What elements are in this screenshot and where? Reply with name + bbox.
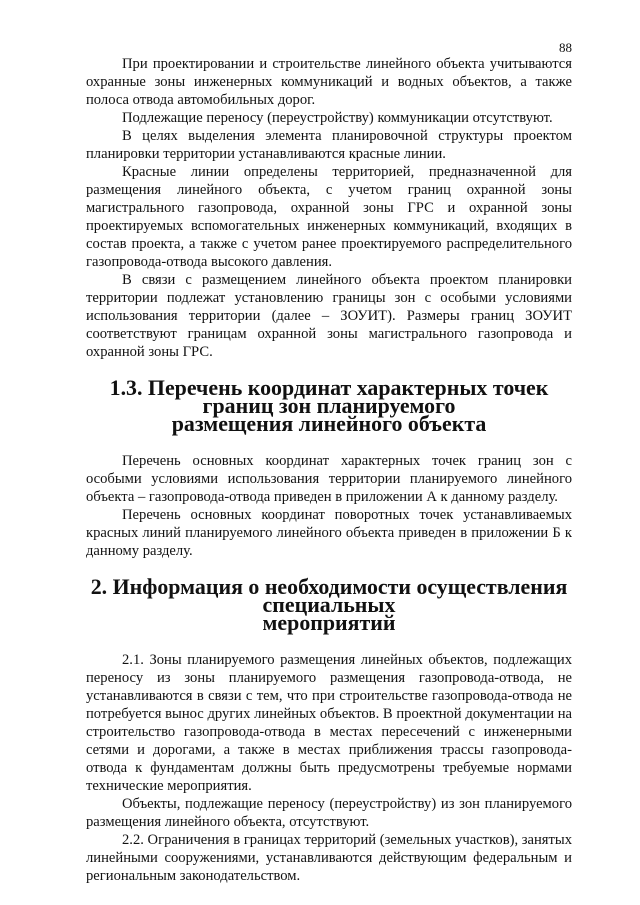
page-number: 88 [559,40,572,55]
section-2-heading [86,574,572,635]
section-2-heading-line1: 2. Информация о необходимости осуществления специальных [90,574,568,617]
paragraph-2-2: 2.2. Ограничения в границах территорий (земельных участков), занятых линейными сооружениями, устанавливаются действующим федеральным и региональным законодательством. [86,832,572,884]
section-2-heading-line2: мероприятий [262,610,396,635]
paragraph-2-1: 2.1. Зоны планируемого размещения линейных объектов, подлежащих переносу из зоны планируемого размещения газопровода-отвода, не устанавливаются в связи с тем, что при строительстве газопровода-отвода не потребуется вынос других линейных объектов. В проектной документации на строительство газопровода-отвода в местах пересечений с инженерными сетями и дорогами, а также в местах приближения трассы газопровода-отвода к фундаментам должны быть предусмотрены требуемые нормами технические мероприятия. [86,652,572,794]
paragraph-relocation-absent: Подлежащие переносу (переустройству) коммуникации отсутствуют. [122,110,553,126]
section-1-3-heading-line2: размещения линейного объекта [171,411,487,436]
paragraph-appendix-a: Перечень основных координат характерных точек границ зон с особыми условиями использования территории планируемого линейного объекта – газопровода-отвода приведен в приложении А к данному разделу. [86,453,572,505]
section-1-3-heading [86,375,572,436]
paragraph-design-considerations: При проектировании и строительстве линейного объекта учитываются охранные зоны инженерных коммуникаций и водных объектов, а также полоса отвода автомобильных дорог. [86,56,572,108]
paragraph-red-lines-definition: Красные линии определены территорией, предназначенной для размещения линейного объекта, с учетом границ охранной зоны магистрального газопровода, охранной зоны ГРС и охранной зоны проектируемых вспомогательных инженерных коммуникаций, входящих в состав проекта, а также с учетом ранее проектируемого распределительного газопровода-отвода высокого давления. [86,164,572,270]
page-body [86,55,572,885]
paragraph-red-lines-purpose: В целях выделения элемента планировочной структуры проектом планировки территории устанавливаются красные линии. [86,128,572,162]
section-1-3-heading-line1: 1.3. Перечень координат характерных точек границ зон планируемого [109,375,549,418]
paragraph-appendix-b: Перечень основных координат поворотных точек устанавливаемых красных линий планируемого линейного объекта приведен в приложении Б к данному разделу. [86,507,572,559]
paragraph-objects-relocation: Объекты, подлежащие переносу (переустройству) из зон планируемого размещения линейного объекта, отсутствуют. [86,796,572,830]
paragraph-zouit: В связи с размещением линейного объекта проектом планировки территории подлежат установлению границы зон с особыми условиями использования территории (далее – ЗОУИТ). Размеры границ ЗОУИТ соответствуют границам охранной зоны магистрального газопровода и охранной зоны ГРС. [86,272,572,360]
